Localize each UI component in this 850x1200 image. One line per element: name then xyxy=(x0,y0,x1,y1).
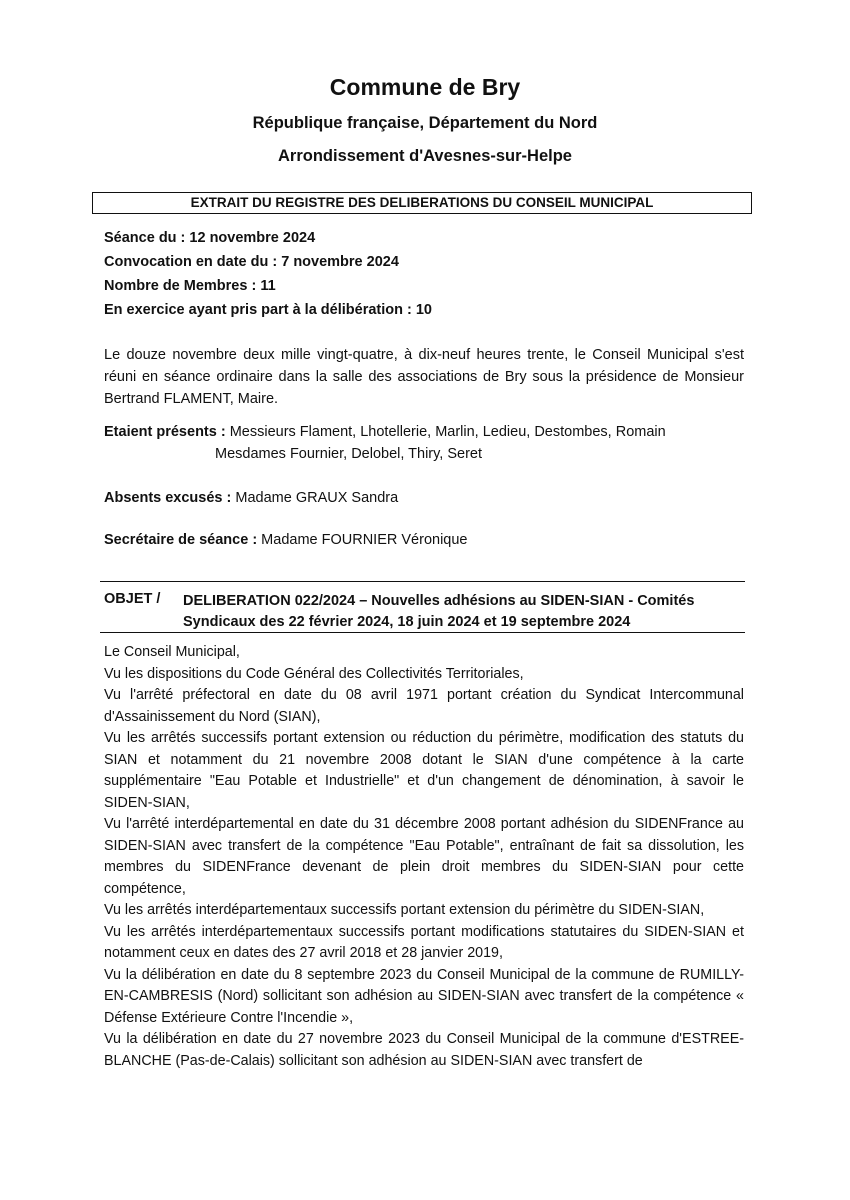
exercice-count: En exercice ayant pris part à la délibération : 10 xyxy=(104,302,432,318)
body-paragraph: Vu la délibération en date du 8 septembre 2023 du Conseil Municipal de la commune de RUMILLY-EN-CAMBRESIS (Nord) sollicitant son adhésion au SIDEN-SIAN avec transfert de la compétence « Défense Extérieure Contre l'Incendie », xyxy=(104,966,744,1026)
objet-top-rule xyxy=(100,581,745,582)
register-title-box: EXTRAIT DU REGISTRE DES DELIBERATIONS DU CONSEIL MUNICIPAL xyxy=(92,192,752,214)
presents-line xyxy=(104,424,666,440)
body-paragraph: Vu les arrêtés successifs portant extension ou réduction du périmètre, modification des statuts du SIAN et notamment du 21 novembre 2008 dotant le SIAN d'une compétence à la carte supplémentaire "Eau Potable et Industrielle" et d'un changement de dénomination, à savoir le SIDEN-SIAN, xyxy=(104,730,744,811)
seance-date: Séance du : 12 novembre 2024 xyxy=(104,230,316,246)
presents-value: Messieurs Flament, Lhotellerie, Marlin, Ledieu, Destombes, Romain xyxy=(225,424,666,440)
absents-line xyxy=(104,490,398,506)
convocation-date: Convocation en date du : 7 novembre 2024 xyxy=(104,254,399,270)
body-paragraph: Vu la délibération en date du 27 novembre 2023 du Conseil Municipal de la commune d'ESTREE-BLANCHE (Pas-de-Calais) sollicitant son adhésion au SIDEN-SIAN avec transfert de xyxy=(104,1031,744,1069)
objet-title: DELIBERATION 022/2024 – Nouvelles adhésions au SIDEN-SIAN - Comités Syndicaux des 22 février 2024, 18 juin 2024 et 19 septembre 2024 xyxy=(183,593,695,630)
secretaire-label: Secrétaire de séance : xyxy=(104,532,258,548)
arrondissement-subtitle: Arrondissement d'Avesnes-sur-Helpe xyxy=(278,147,572,165)
presents-label: Etaient présents : xyxy=(104,424,226,440)
presents-line-2: Mesdames Fournier, Delobel, Thiry, Seret xyxy=(215,446,483,462)
secretaire-line xyxy=(104,532,467,548)
body-paragraph: Vu l'arrêté préfectoral en date du 08 avril 1971 portant création du Syndicat Intercommunal d'Assainissement du Nord (SIAN), xyxy=(104,687,744,725)
body-paragraph: Vu les arrêtés interdépartementaux successifs portant modifications statutaires du SIDEN-SIAN et notamment ceux en dates des 27 avril 2018 et 28 janvier 2019, xyxy=(104,923,744,961)
objet-label: OBJET / xyxy=(104,591,161,607)
intro-paragraph: Le douze novembre deux mille vingt-quatre, à dix-neuf heures trente, le Conseil Municipal s'est réuni en séance ordinaire dans la salle des associations de Bry sous la présidence de Monsieur Bertrand FLAMENT, Maire. xyxy=(104,347,744,407)
body-paragraph: Vu l'arrêté interdépartemental en date du 31 décembre 2008 portant adhésion du SIDENFrance au SIDEN-SIAN avec transfert de la compétence "Eau Potable", entraînant de fait sa dissolution, les membres du SIDENFrance devenant de plein droit membres du SIDEN-SIAN pour cette compétence, xyxy=(104,816,744,897)
secretaire-value: Madame FOURNIER Véronique xyxy=(257,532,468,548)
objet-bottom-rule xyxy=(100,632,745,633)
body-paragraph: Vu les arrêtés interdépartementaux successifs portant extension du périmètre du SIDEN-SIAN, xyxy=(104,902,705,918)
commune-title: Commune de Bry xyxy=(329,74,521,100)
deliberation-body xyxy=(104,642,744,1072)
absents-value: Madame GRAUX Sandra xyxy=(231,490,399,506)
body-paragraph: Vu les dispositions du Code Général des Collectivités Territoriales, xyxy=(104,665,524,682)
body-paragraph: Le Conseil Municipal, xyxy=(104,644,240,660)
republic-subtitle: République française, Département du Nord xyxy=(252,114,598,132)
absents-label: Absents excusés : xyxy=(104,490,232,506)
members-count: Nombre de Membres : 11 xyxy=(104,278,276,294)
